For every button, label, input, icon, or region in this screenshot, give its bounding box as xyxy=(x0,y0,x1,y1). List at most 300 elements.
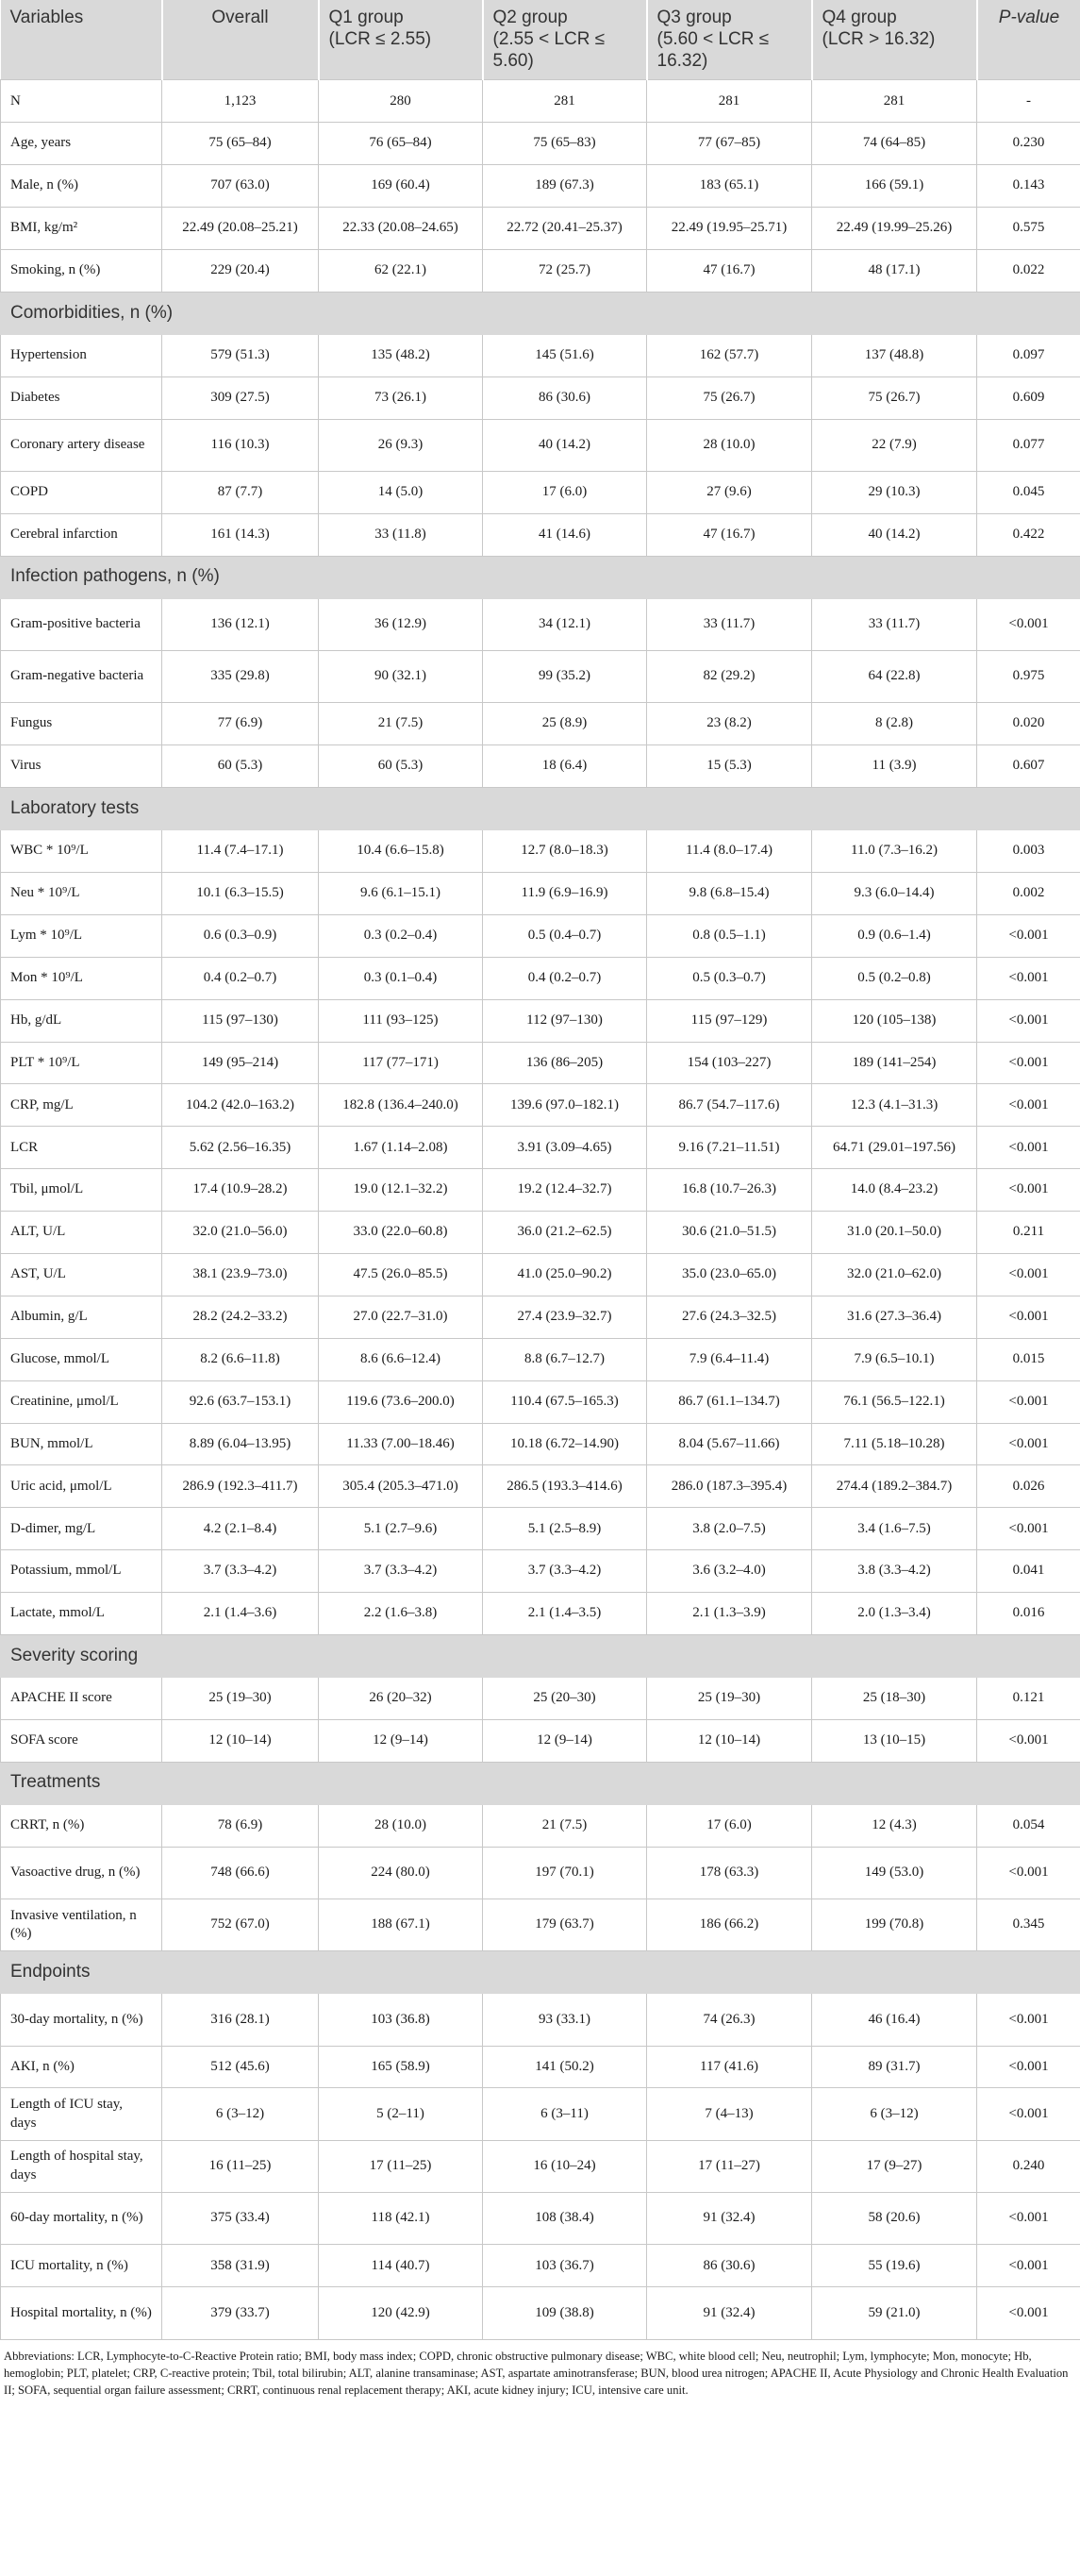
value-cell: 189 (67.3) xyxy=(483,165,647,208)
value-cell: 77 (6.9) xyxy=(162,703,319,745)
value-cell: 0.121 xyxy=(977,1678,1080,1720)
value-cell: 38.1 (23.9–73.0) xyxy=(162,1253,319,1296)
value-cell: 0.5 (0.2–0.8) xyxy=(812,957,977,999)
value-cell: <0.001 xyxy=(977,598,1080,650)
table-row xyxy=(1,2140,1080,2192)
value-cell: 0.575 xyxy=(977,208,1080,250)
value-cell: 6 (3–12) xyxy=(162,2088,319,2140)
section-header-row xyxy=(1,1635,1080,1678)
variable-cell: Creatinine, μmol/L xyxy=(1,1380,162,1423)
table-row xyxy=(1,914,1080,957)
table-row xyxy=(1,2088,1080,2140)
value-cell: 86 (30.6) xyxy=(647,2245,812,2287)
value-cell: 7.9 (6.5–10.1) xyxy=(812,1338,977,1380)
value-cell: 512 (45.6) xyxy=(162,2046,319,2088)
value-cell: 141 (50.2) xyxy=(483,2046,647,2088)
value-cell: 115 (97–130) xyxy=(162,999,319,1042)
value-cell: 11.4 (7.4–17.1) xyxy=(162,830,319,873)
header-q1-group: Q1 group (LCR ≤ 2.55) xyxy=(319,0,483,80)
value-cell: <0.001 xyxy=(977,2245,1080,2287)
table-row xyxy=(1,1296,1080,1338)
value-cell: <0.001 xyxy=(977,1994,1080,2046)
value-cell: 0.4 (0.2–0.7) xyxy=(162,957,319,999)
value-cell: 76.1 (56.5–122.1) xyxy=(812,1380,977,1423)
value-cell: 41 (14.6) xyxy=(483,513,647,556)
value-cell: 26 (9.3) xyxy=(319,419,483,471)
table-row xyxy=(1,830,1080,873)
value-cell: <0.001 xyxy=(977,2287,1080,2339)
value-cell: 47 (16.7) xyxy=(647,513,812,556)
variable-cell: Invasive ventilation, n (%) xyxy=(1,1899,162,1950)
value-cell: 0.240 xyxy=(977,2140,1080,2192)
table-row xyxy=(1,2287,1080,2339)
value-cell: 0.5 (0.3–0.7) xyxy=(647,957,812,999)
value-cell: 25 (18–30) xyxy=(812,1678,977,1720)
value-cell: 8 (2.8) xyxy=(812,703,977,745)
value-cell: 22.49 (20.08–25.21) xyxy=(162,208,319,250)
value-cell: 13 (10–15) xyxy=(812,1719,977,1762)
value-cell: 0.002 xyxy=(977,872,1080,914)
value-cell: 47 (16.7) xyxy=(647,249,812,292)
value-cell: 149 (53.0) xyxy=(812,1847,977,1899)
value-cell: 28.2 (24.2–33.2) xyxy=(162,1296,319,1338)
value-cell: 7.11 (5.18–10.28) xyxy=(812,1423,977,1465)
value-cell: 149 (95–214) xyxy=(162,1042,319,1084)
value-cell: 0.607 xyxy=(977,745,1080,788)
value-cell: 108 (38.4) xyxy=(483,2193,647,2245)
variable-cell: Tbil, μmol/L xyxy=(1,1169,162,1212)
table-row xyxy=(1,745,1080,788)
value-cell: 5 (2–11) xyxy=(319,2088,483,2140)
value-cell: 25 (8.9) xyxy=(483,703,647,745)
value-cell: 16 (11–25) xyxy=(162,2140,319,2192)
value-cell: 78 (6.9) xyxy=(162,1804,319,1847)
value-cell: 12 (10–14) xyxy=(647,1719,812,1762)
variable-cell: Lym * 10⁹/L xyxy=(1,914,162,957)
table-row xyxy=(1,703,1080,745)
value-cell: 189 (141–254) xyxy=(812,1042,977,1084)
value-cell: 36 (12.9) xyxy=(319,598,483,650)
table-row xyxy=(1,419,1080,471)
value-cell: 47.5 (26.0–85.5) xyxy=(319,1253,483,1296)
value-cell: <0.001 xyxy=(977,1253,1080,1296)
value-cell: 22.49 (19.95–25.71) xyxy=(647,208,812,250)
value-cell: 25 (19–30) xyxy=(162,1678,319,1720)
value-cell: 99 (35.2) xyxy=(483,651,647,703)
value-cell: 29 (10.3) xyxy=(812,471,977,513)
variable-cell: Hospital mortality, n (%) xyxy=(1,2287,162,2339)
value-cell: 11.9 (6.9–16.9) xyxy=(483,872,647,914)
section-title: Severity scoring xyxy=(1,1635,1080,1678)
variable-cell: Lactate, mmol/L xyxy=(1,1593,162,1635)
variable-cell: N xyxy=(1,80,162,123)
value-cell: 26 (20–32) xyxy=(319,1678,483,1720)
value-cell: 145 (51.6) xyxy=(483,334,647,376)
value-cell: 286.0 (187.3–395.4) xyxy=(647,1465,812,1508)
value-cell: 103 (36.8) xyxy=(319,1994,483,2046)
header-overall: Overall xyxy=(162,0,319,80)
table-row xyxy=(1,1719,1080,1762)
value-cell: <0.001 xyxy=(977,914,1080,957)
variable-cell: ICU mortality, n (%) xyxy=(1,2245,162,2287)
value-cell: 4.2 (2.1–8.4) xyxy=(162,1508,319,1550)
value-cell: 0.5 (0.4–0.7) xyxy=(483,914,647,957)
section-header-row xyxy=(1,1951,1080,1994)
value-cell: 12 (9–14) xyxy=(319,1719,483,1762)
value-cell: 120 (105–138) xyxy=(812,999,977,1042)
value-cell: 22.72 (20.41–25.37) xyxy=(483,208,647,250)
table-row xyxy=(1,1084,1080,1127)
value-cell: 137 (48.8) xyxy=(812,334,977,376)
value-cell: 10.1 (6.3–15.5) xyxy=(162,872,319,914)
value-cell: 309 (27.5) xyxy=(162,376,319,419)
value-cell: 0.026 xyxy=(977,1465,1080,1508)
value-cell: 64.71 (29.01–197.56) xyxy=(812,1127,977,1169)
value-cell: 60 (5.3) xyxy=(162,745,319,788)
value-cell: 0.6 (0.3–0.9) xyxy=(162,914,319,957)
table-row xyxy=(1,208,1080,250)
variable-cell: Neu * 10⁹/L xyxy=(1,872,162,914)
section-title: Treatments xyxy=(1,1762,1080,1804)
value-cell: <0.001 xyxy=(977,999,1080,1042)
value-cell: 197 (70.1) xyxy=(483,1847,647,1899)
value-cell: 22.49 (19.99–25.26) xyxy=(812,208,977,250)
value-cell: 72 (25.7) xyxy=(483,249,647,292)
value-cell: 3.8 (3.3–4.2) xyxy=(812,1550,977,1593)
variable-cell: Gram-positive bacteria xyxy=(1,598,162,650)
value-cell: 199 (70.8) xyxy=(812,1899,977,1950)
variable-cell: Fungus xyxy=(1,703,162,745)
value-cell: 169 (60.4) xyxy=(319,165,483,208)
value-cell: 11.0 (7.3–16.2) xyxy=(812,830,977,873)
value-cell: 3.7 (3.3–4.2) xyxy=(483,1550,647,1593)
value-cell: 62 (22.1) xyxy=(319,249,483,292)
value-cell: 135 (48.2) xyxy=(319,334,483,376)
value-cell: 1.67 (1.14–2.08) xyxy=(319,1127,483,1169)
variable-cell: Albumin, g/L xyxy=(1,1296,162,1338)
variable-cell: Diabetes xyxy=(1,376,162,419)
table-row xyxy=(1,334,1080,376)
value-cell: 379 (33.7) xyxy=(162,2287,319,2339)
value-cell: 3.91 (3.09–4.65) xyxy=(483,1127,647,1169)
table-row xyxy=(1,2245,1080,2287)
value-cell: 316 (28.1) xyxy=(162,1994,319,2046)
value-cell: 0.609 xyxy=(977,376,1080,419)
value-cell: 25 (19–30) xyxy=(647,1678,812,1720)
variable-cell: 30-day mortality, n (%) xyxy=(1,1994,162,2046)
table-row xyxy=(1,1127,1080,1169)
value-cell: <0.001 xyxy=(977,1380,1080,1423)
variable-cell: AST, U/L xyxy=(1,1253,162,1296)
variable-cell: SOFA score xyxy=(1,1719,162,1762)
value-cell: <0.001 xyxy=(977,957,1080,999)
value-cell: 104.2 (42.0–163.2) xyxy=(162,1084,319,1127)
value-cell: 82 (29.2) xyxy=(647,651,812,703)
value-cell: 0.975 xyxy=(977,651,1080,703)
variable-cell: Mon * 10⁹/L xyxy=(1,957,162,999)
variable-cell: Hb, g/dL xyxy=(1,999,162,1042)
value-cell: 16 (10–24) xyxy=(483,2140,647,2192)
value-cell: 0.143 xyxy=(977,165,1080,208)
variable-cell: D-dimer, mg/L xyxy=(1,1508,162,1550)
table-row xyxy=(1,1508,1080,1550)
value-cell: 74 (26.3) xyxy=(647,1994,812,2046)
section-header-row xyxy=(1,556,1080,598)
value-cell: 183 (65.1) xyxy=(647,165,812,208)
value-cell: 9.3 (6.0–14.4) xyxy=(812,872,977,914)
table-row xyxy=(1,249,1080,292)
value-cell: 118 (42.1) xyxy=(319,2193,483,2245)
value-cell: 91 (32.4) xyxy=(647,2287,812,2339)
value-cell: 109 (38.8) xyxy=(483,2287,647,2339)
value-cell: 64 (22.8) xyxy=(812,651,977,703)
table-header xyxy=(1,0,1080,80)
value-cell: 12 (9–14) xyxy=(483,1719,647,1762)
header-q3-group: Q3 group (5.60 < LCR ≤ 16.32) xyxy=(647,0,812,80)
value-cell: 0.045 xyxy=(977,471,1080,513)
variable-cell: Potassium, mmol/L xyxy=(1,1550,162,1593)
variable-cell: Length of ICU stay, days xyxy=(1,2088,162,2140)
value-cell: 27.4 (23.9–32.7) xyxy=(483,1296,647,1338)
value-cell: 111 (93–125) xyxy=(319,999,483,1042)
table-row xyxy=(1,651,1080,703)
value-cell: 33 (11.7) xyxy=(812,598,977,650)
value-cell: <0.001 xyxy=(977,1127,1080,1169)
value-cell: 110.4 (67.5–165.3) xyxy=(483,1380,647,1423)
table-row xyxy=(1,1380,1080,1423)
section-title: Comorbidities, n (%) xyxy=(1,292,1080,334)
value-cell: 21 (7.5) xyxy=(483,1804,647,1847)
value-cell: 10.18 (6.72–14.90) xyxy=(483,1423,647,1465)
value-cell: 136 (12.1) xyxy=(162,598,319,650)
value-cell: 0.4 (0.2–0.7) xyxy=(483,957,647,999)
variable-cell: WBC * 10⁹/L xyxy=(1,830,162,873)
value-cell: 89 (31.7) xyxy=(812,2046,977,2088)
value-cell: 281 xyxy=(647,80,812,123)
table-row xyxy=(1,1253,1080,1296)
table-row xyxy=(1,1212,1080,1254)
value-cell: 2.0 (1.3–3.4) xyxy=(812,1593,977,1635)
value-cell: 40 (14.2) xyxy=(812,513,977,556)
table-row xyxy=(1,872,1080,914)
table-row xyxy=(1,1169,1080,1212)
value-cell: 0.041 xyxy=(977,1550,1080,1593)
value-cell: 59 (21.0) xyxy=(812,2287,977,2339)
value-cell: 112 (97–130) xyxy=(483,999,647,1042)
value-cell: 25 (20–30) xyxy=(483,1678,647,1720)
value-cell: 579 (51.3) xyxy=(162,334,319,376)
value-cell: 5.62 (2.56–16.35) xyxy=(162,1127,319,1169)
value-cell: 8.6 (6.6–12.4) xyxy=(319,1338,483,1380)
table-row xyxy=(1,165,1080,208)
value-cell: 86.7 (61.1–134.7) xyxy=(647,1380,812,1423)
value-cell: 15 (5.3) xyxy=(647,745,812,788)
value-cell: 0.345 xyxy=(977,1899,1080,1950)
value-cell: 0.003 xyxy=(977,830,1080,873)
variable-cell: Uric acid, μmol/L xyxy=(1,1465,162,1508)
value-cell: 136 (86–205) xyxy=(483,1042,647,1084)
value-cell: 14 (5.0) xyxy=(319,471,483,513)
value-cell: 19.0 (12.1–32.2) xyxy=(319,1169,483,1212)
value-cell: 16.8 (10.7–26.3) xyxy=(647,1169,812,1212)
value-cell: 32.0 (21.0–56.0) xyxy=(162,1212,319,1254)
table-row xyxy=(1,1042,1080,1084)
table-row xyxy=(1,1465,1080,1508)
value-cell: 0.211 xyxy=(977,1212,1080,1254)
table-row xyxy=(1,471,1080,513)
variable-cell: Glucose, mmol/L xyxy=(1,1338,162,1380)
value-cell: 14.0 (8.4–23.2) xyxy=(812,1169,977,1212)
value-cell: 0.054 xyxy=(977,1804,1080,1847)
value-cell: 752 (67.0) xyxy=(162,1899,319,1950)
value-cell: <0.001 xyxy=(977,2193,1080,2245)
table-row xyxy=(1,1899,1080,1950)
value-cell: 286.9 (192.3–411.7) xyxy=(162,1465,319,1508)
value-cell: 0.015 xyxy=(977,1338,1080,1380)
value-cell: 92.6 (63.7–153.1) xyxy=(162,1380,319,1423)
value-cell: <0.001 xyxy=(977,1719,1080,1762)
value-cell: 7.9 (6.4–11.4) xyxy=(647,1338,812,1380)
value-cell: 274.4 (189.2–384.7) xyxy=(812,1465,977,1508)
table-row xyxy=(1,123,1080,165)
value-cell: 91 (32.4) xyxy=(647,2193,812,2245)
table-row xyxy=(1,1804,1080,1847)
value-cell: <0.001 xyxy=(977,1423,1080,1465)
value-cell: 75 (65–83) xyxy=(483,123,647,165)
value-cell: 3.7 (3.3–4.2) xyxy=(162,1550,319,1593)
table-row xyxy=(1,376,1080,419)
table-row xyxy=(1,2046,1080,2088)
value-cell: 22.33 (20.08–24.65) xyxy=(319,208,483,250)
value-cell: <0.001 xyxy=(977,1296,1080,1338)
variable-cell: Cerebral infarction xyxy=(1,513,162,556)
value-cell: <0.001 xyxy=(977,1169,1080,1212)
variable-cell: Length of hospital stay, days xyxy=(1,2140,162,2192)
value-cell: 12 (4.3) xyxy=(812,1804,977,1847)
value-cell: 75 (26.7) xyxy=(812,376,977,419)
value-cell: 2.1 (1.3–3.9) xyxy=(647,1593,812,1635)
variable-cell: Gram-negative bacteria xyxy=(1,651,162,703)
variable-cell: PLT * 10⁹/L xyxy=(1,1042,162,1084)
value-cell: 154 (103–227) xyxy=(647,1042,812,1084)
value-cell: 188 (67.1) xyxy=(319,1899,483,1950)
value-cell: <0.001 xyxy=(977,1508,1080,1550)
value-cell: <0.001 xyxy=(977,1084,1080,1127)
value-cell: 748 (66.6) xyxy=(162,1847,319,1899)
value-cell: 17 (11–27) xyxy=(647,2140,812,2192)
variable-cell: CRP, mg/L xyxy=(1,1084,162,1127)
value-cell: <0.001 xyxy=(977,1042,1080,1084)
value-cell: 8.8 (6.7–12.7) xyxy=(483,1338,647,1380)
value-cell: 86 (30.6) xyxy=(483,376,647,419)
value-cell: 27.6 (24.3–32.5) xyxy=(647,1296,812,1338)
variable-cell: Male, n (%) xyxy=(1,165,162,208)
table-row xyxy=(1,80,1080,123)
value-cell: 32.0 (21.0–62.0) xyxy=(812,1253,977,1296)
value-cell: 119.6 (73.6–200.0) xyxy=(319,1380,483,1423)
value-cell: 3.8 (2.0–7.5) xyxy=(647,1508,812,1550)
value-cell: 0.422 xyxy=(977,513,1080,556)
table-row xyxy=(1,1847,1080,1899)
variable-cell: Coronary artery disease xyxy=(1,419,162,471)
value-cell: 281 xyxy=(483,80,647,123)
value-cell: 93 (33.1) xyxy=(483,1994,647,2046)
value-cell: 77 (67–85) xyxy=(647,123,812,165)
value-cell: 40 (14.2) xyxy=(483,419,647,471)
value-cell: 8.89 (6.04–13.95) xyxy=(162,1423,319,1465)
value-cell: 33 (11.7) xyxy=(647,598,812,650)
variable-cell: ALT, U/L xyxy=(1,1212,162,1254)
value-cell: 75 (26.7) xyxy=(647,376,812,419)
value-cell: 117 (77–171) xyxy=(319,1042,483,1084)
section-title: Laboratory tests xyxy=(1,788,1080,830)
value-cell: 12 (10–14) xyxy=(162,1719,319,1762)
value-cell: 11.4 (8.0–17.4) xyxy=(647,830,812,873)
value-cell: 161 (14.3) xyxy=(162,513,319,556)
value-cell: 0.097 xyxy=(977,334,1080,376)
value-cell: 8.2 (6.6–11.8) xyxy=(162,1338,319,1380)
table-row xyxy=(1,1593,1080,1635)
variable-cell: Age, years xyxy=(1,123,162,165)
value-cell: 335 (29.8) xyxy=(162,651,319,703)
variable-cell: AKI, n (%) xyxy=(1,2046,162,2088)
value-cell: 305.4 (205.3–471.0) xyxy=(319,1465,483,1508)
value-cell: 10.4 (6.6–15.8) xyxy=(319,830,483,873)
value-cell: 58 (20.6) xyxy=(812,2193,977,2245)
variable-cell: Smoking, n (%) xyxy=(1,249,162,292)
section-title: Infection pathogens, n (%) xyxy=(1,556,1080,598)
table-row xyxy=(1,957,1080,999)
value-cell: <0.001 xyxy=(977,2046,1080,2088)
value-cell: 31.6 (27.3–36.4) xyxy=(812,1296,977,1338)
variable-cell: APACHE II score xyxy=(1,1678,162,1720)
value-cell: 3.7 (3.3–4.2) xyxy=(319,1550,483,1593)
value-cell: 23 (8.2) xyxy=(647,703,812,745)
value-cell: 36.0 (21.2–62.5) xyxy=(483,1212,647,1254)
value-cell: 186 (66.2) xyxy=(647,1899,812,1950)
value-cell: 46 (16.4) xyxy=(812,1994,977,2046)
value-cell: 0.8 (0.5–1.1) xyxy=(647,914,812,957)
value-cell: 3.4 (1.6–7.5) xyxy=(812,1508,977,1550)
value-cell: 0.9 (0.6–1.4) xyxy=(812,914,977,957)
header-q4-group: Q4 group (LCR > 16.32) xyxy=(812,0,977,80)
value-cell: 1,123 xyxy=(162,80,319,123)
value-cell: 60 (5.3) xyxy=(319,745,483,788)
value-cell: 0.020 xyxy=(977,703,1080,745)
variable-cell: LCR xyxy=(1,1127,162,1169)
value-cell: 28 (10.0) xyxy=(647,419,812,471)
value-cell: 281 xyxy=(812,80,977,123)
value-cell: 165 (58.9) xyxy=(319,2046,483,2088)
variable-cell: 60-day mortality, n (%) xyxy=(1,2193,162,2245)
variable-cell: Vasoactive drug, n (%) xyxy=(1,1847,162,1899)
value-cell: 115 (97–129) xyxy=(647,999,812,1042)
value-cell: 2.1 (1.4–3.5) xyxy=(483,1593,647,1635)
section-title: Endpoints xyxy=(1,1951,1080,1994)
table-footnote: Abbreviations: LCR, Lymphocyte-to-C-Reactive Protein ratio; BMI, body mass index; COPD, chronic obstructive pulmonary disease; WBC, white blood cell; Neu, neutrophil; Lym, lymphocyte; Mon, monocyte; Hb, hemoglobin; PLT, platelet; CRP, C-reactive protein; Tbil, total bilirubin; ALT, alanine transaminase; AST, aspartate aminotransferase; BUN, blood urea nitrogen; APACHE II, Acute Physiology and Chronic Health Evaluation II; SOFA, sequential organ failure assessment; CRRT, continuous renal replacement therapy; AKI, acute kidney injury; ICU, intensive care unit. xyxy=(4,2349,1069,2398)
value-cell: 117 (41.6) xyxy=(647,2046,812,2088)
header-p-value: P-value xyxy=(977,0,1080,80)
section-header-row xyxy=(1,1762,1080,1804)
value-cell: 707 (63.0) xyxy=(162,165,319,208)
value-cell: 27.0 (22.7–31.0) xyxy=(319,1296,483,1338)
header-q2-group: Q2 group (2.55 < LCR ≤ 5.60) xyxy=(483,0,647,80)
value-cell: 9.8 (6.8–15.4) xyxy=(647,872,812,914)
value-cell: 74 (64–85) xyxy=(812,123,977,165)
header-variables: Variables xyxy=(1,0,162,80)
value-cell: 35.0 (23.0–65.0) xyxy=(647,1253,812,1296)
value-cell: 0.077 xyxy=(977,419,1080,471)
